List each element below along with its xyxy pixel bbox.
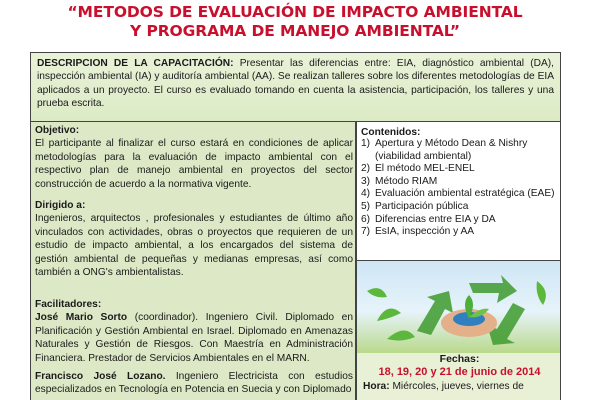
hora-label: Hora: xyxy=(363,381,390,392)
contenido-text: EsIA, inspección y AA xyxy=(375,226,475,238)
facilitador-1-name: José Mario Sorto xyxy=(35,312,128,324)
contenido-text: Método RIAM xyxy=(375,175,438,187)
contenido-num: 6) xyxy=(361,213,371,225)
facilitador-2-text: Ingeniero Electricista con estudios especializados en Tecnología en Potencia en Suecia y con Diplomado xyxy=(35,371,353,396)
facilitador-2 xyxy=(35,370,353,397)
contenido-item xyxy=(361,138,556,163)
recycle-icon xyxy=(357,261,561,353)
contenido-item xyxy=(361,201,556,214)
contenido-num: 5) xyxy=(361,200,371,212)
description-text: Presentar las diferencias entre: EIA, diagnóstico ambiental (DA), inspección ambiental (IA) y auditoría ambiental (AA). Se realizan talleres sobre los diferentes metodologías de EIA aplicados a un proyecto. El curso es evaluado tomando en cuenta la asistencia, participación, los talleres y una prueba escrita. xyxy=(37,58,554,110)
contenido-num: 7) xyxy=(361,226,371,238)
facilitadores-heading: Facilitadores: xyxy=(35,299,102,310)
contenido-item xyxy=(361,214,556,227)
objetivo-text: El participante al finalizar el curso estará en condiciones de aplicar metodologías para la evaluación de impacto ambiental con el respectivo plan de manejo ambiental en proyectos del sector construcción de acuerdo a la normativa vigente. xyxy=(35,138,353,190)
contenidos-box xyxy=(356,121,561,261)
contenido-text: Apertura y Método Dean & Nishry (viabilidad ambiental) xyxy=(375,138,528,162)
objetivo-section xyxy=(35,124,353,191)
contenido-num: 1) xyxy=(361,138,371,149)
contenidos-heading: Contenidos: xyxy=(361,127,421,138)
title-line-2: Y PROGRAMA DE MANEJO AMBIENTAL” xyxy=(130,22,460,40)
contenido-item xyxy=(361,176,556,189)
dirigido-text: Ingenieros, arquitectos , profesionales y estudiantes de último año vinculados con actividades, obras o proyectos que requieren de un estudio de impacto ambiental, a los encargados del sistema de gestión ambiental de pequeñas y medianas empresas, así como también a ONG's ambientalistas. xyxy=(35,213,353,279)
facilitador-1-text: (coordinador). Ingeniero Civil. Diplomado en Planificación y Gestión Ambiental en Israel. Diplomado en Amenazas Naturales y Gestión de Riesgos. Con Maestría en Administración Financiera. Prestador de Servicios Ambientales en el MARN. xyxy=(35,312,353,364)
contenido-item xyxy=(361,163,556,176)
contenido-num: 4) xyxy=(361,188,371,200)
contenido-item xyxy=(361,188,556,201)
left-column xyxy=(30,121,356,400)
contenido-text: El método MEL-ENEL xyxy=(375,163,475,175)
facilitador-2-name: Francisco José Lozano. xyxy=(35,371,166,383)
dirigido-heading: Dirigido a: xyxy=(35,200,86,211)
dirigido-section xyxy=(35,199,353,279)
contenido-text: Evaluación ambiental estratégica (EAE) xyxy=(375,188,555,200)
facilitador-1 xyxy=(35,311,353,365)
contenido-item xyxy=(361,226,556,239)
description-box xyxy=(30,52,561,125)
contenido-text: Diferencias entre EIA y DA xyxy=(375,213,496,225)
contenido-text: Participación pública xyxy=(375,200,469,212)
recycle-hands-illustration xyxy=(356,261,561,353)
fechas-box xyxy=(356,353,561,400)
contenido-num: 2) xyxy=(361,163,371,175)
contenido-num: 3) xyxy=(361,175,371,187)
title-line-1: “METODOS DE EVALUACIÓN DE IMPACTO AMBIENTAL xyxy=(67,3,523,21)
hora-line xyxy=(363,381,524,392)
description-label: DESCRIPCION DE LA CAPACITACIÓN: xyxy=(37,58,234,69)
facilitadores-section xyxy=(35,298,353,397)
fechas-dates: 18, 19, 20 y 21 de junio de 2014 xyxy=(378,366,541,378)
fechas-label: Fechas: xyxy=(439,353,480,365)
objetivo-heading: Objetivo: xyxy=(35,125,80,136)
hora-text: Miércoles, jueves, viernes de xyxy=(389,381,524,392)
